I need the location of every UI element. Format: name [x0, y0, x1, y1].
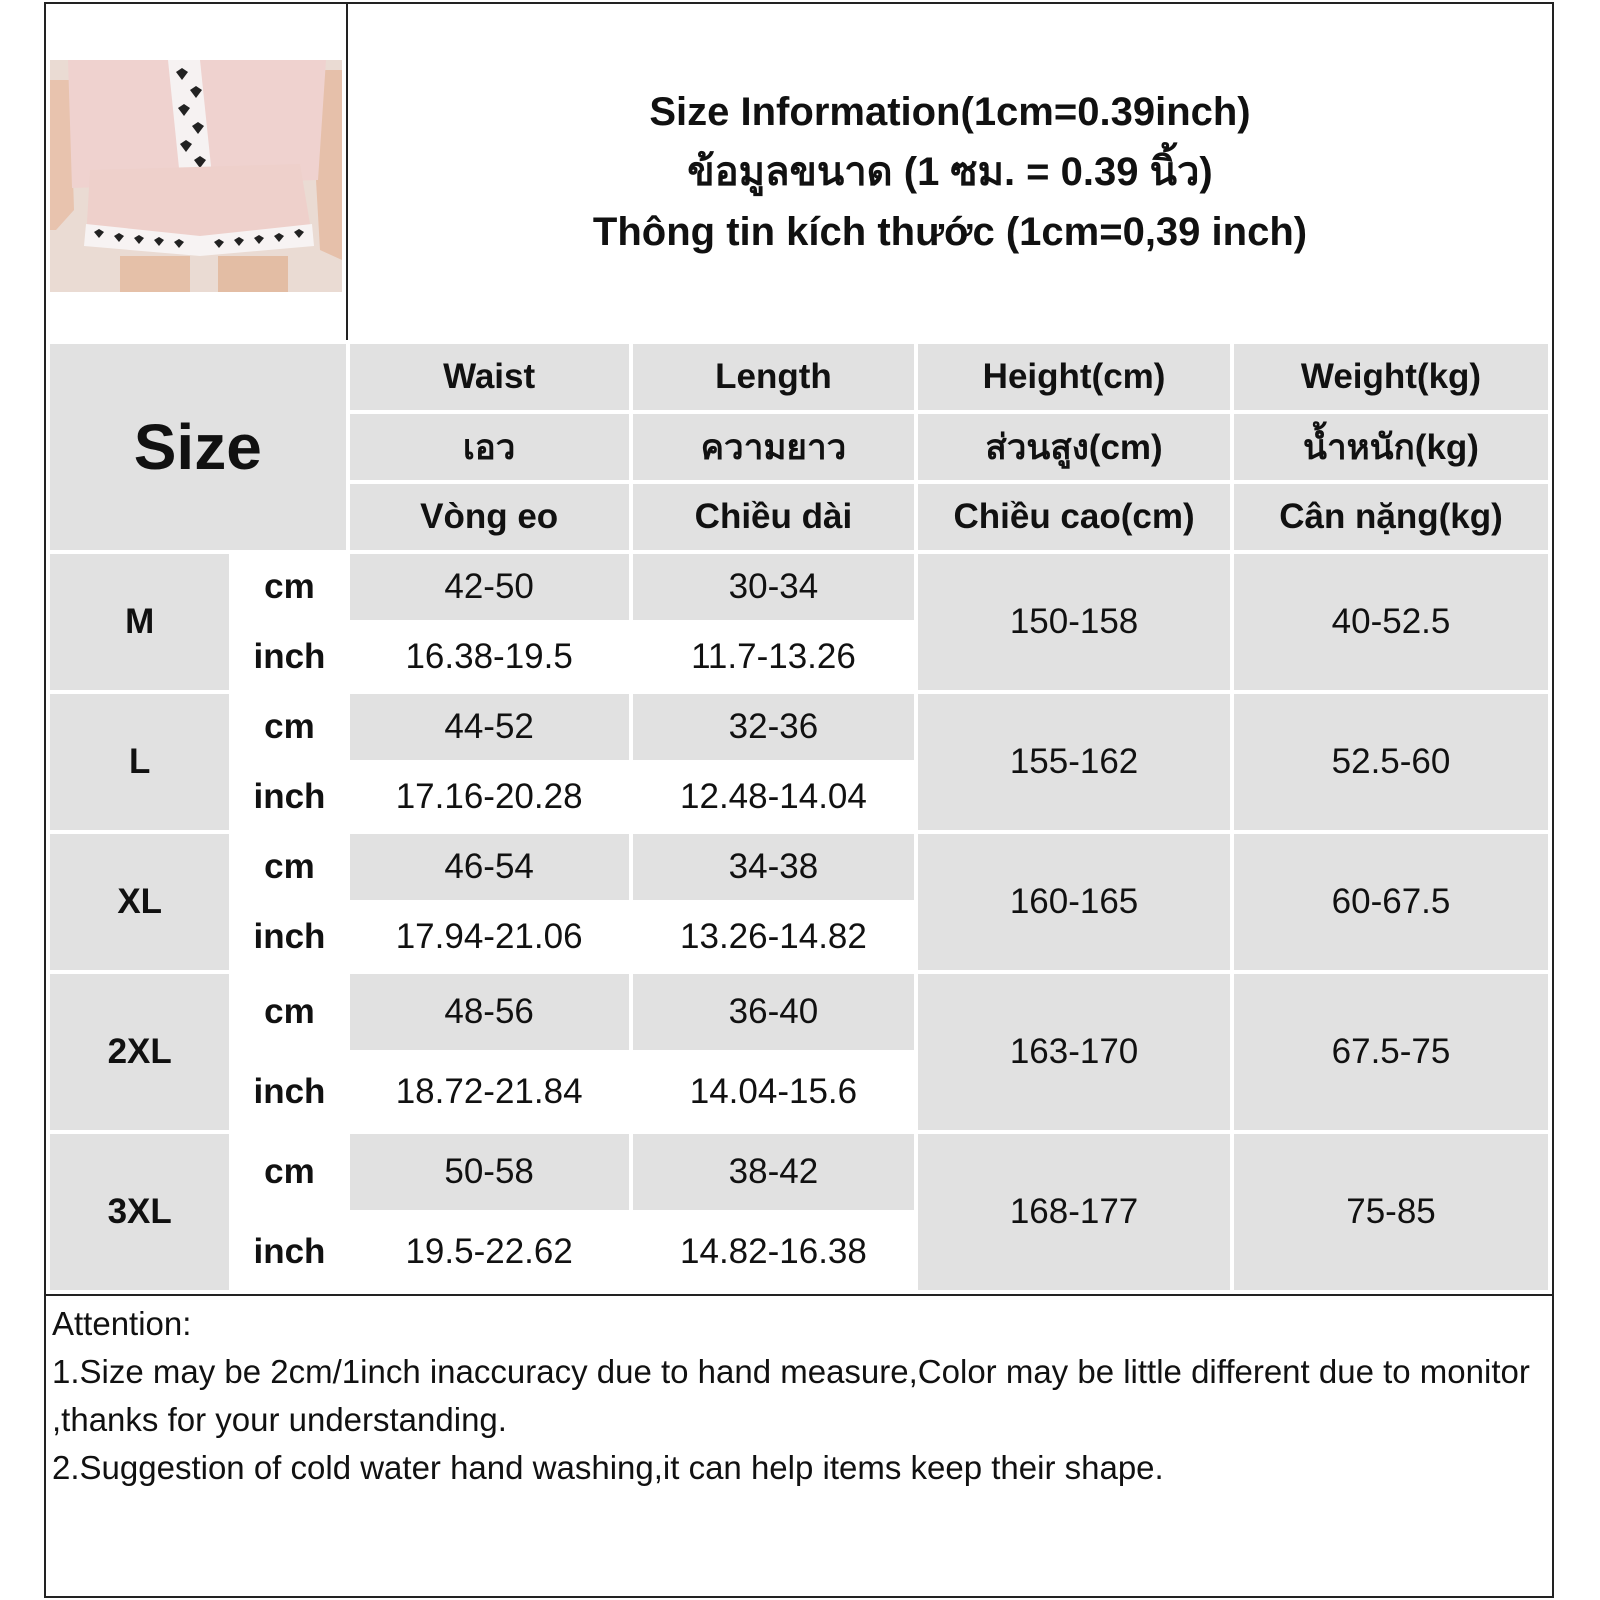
- title-english: Size Information(1cm=0.39inch): [649, 90, 1251, 134]
- height-cell: 155-162: [918, 694, 1230, 830]
- size-cell: L: [50, 694, 229, 830]
- unit-cm-cell: cm: [233, 694, 345, 760]
- length-cm-cell: 38-42: [633, 1134, 914, 1210]
- table-row: [50, 974, 1548, 1050]
- unit-inch-cell: inch: [233, 764, 345, 830]
- product-photo: [50, 60, 342, 292]
- col-header-weight-en: Weight(kg): [1234, 344, 1548, 410]
- header: [46, 4, 1552, 340]
- attention-notes: [46, 1294, 1552, 1596]
- size-cell: XL: [50, 834, 229, 970]
- table-row: [50, 554, 1548, 620]
- height-cell: 160-165: [918, 834, 1230, 970]
- notes-heading: Attention:: [52, 1305, 192, 1342]
- size-cell: M: [50, 554, 229, 690]
- title-thai: ข้อมูลขนาด (1 ซม. = 0.39 นิ้ว): [687, 150, 1213, 194]
- col-header-length-th: ความยาว: [633, 414, 914, 480]
- size-chart-sheet: [44, 2, 1554, 1598]
- size-table: [46, 340, 1552, 1294]
- header-row-en: [50, 344, 1548, 410]
- waist-cm-cell: 46-54: [350, 834, 629, 900]
- size-cell: 2XL: [50, 974, 229, 1130]
- unit-cm-cell: cm: [233, 834, 345, 900]
- col-header-length-en: Length: [633, 344, 914, 410]
- waist-cm-cell: 50-58: [350, 1134, 629, 1210]
- waist-inch-cell: 17.16-20.28: [350, 764, 629, 830]
- unit-cm-cell: cm: [233, 1134, 345, 1210]
- col-header-waist-vi: Vòng eo: [350, 484, 629, 550]
- table-row: [50, 834, 1548, 900]
- product-photo-illustration: [50, 60, 342, 292]
- unit-inch-cell: inch: [233, 624, 345, 690]
- col-header-waist-th: เอว: [350, 414, 629, 480]
- table-row: [50, 1134, 1548, 1210]
- height-cell: 163-170: [918, 974, 1230, 1130]
- waist-cm-cell: 44-52: [350, 694, 629, 760]
- unit-cm-cell: cm: [233, 974, 345, 1050]
- length-cm-cell: 32-36: [633, 694, 914, 760]
- product-photo-cell: [46, 4, 348, 340]
- col-header-length-vi: Chiều dài: [633, 484, 914, 550]
- waist-inch-cell: 19.5-22.62: [350, 1214, 629, 1290]
- unit-inch-cell: inch: [233, 1054, 345, 1130]
- waist-inch-cell: 16.38-19.5: [350, 624, 629, 690]
- title-vietnamese: Thông tin kích thước (1cm=0,39 inch): [592, 210, 1308, 254]
- height-cell: 150-158: [918, 554, 1230, 690]
- table-row: [50, 694, 1548, 760]
- title-box: [348, 4, 1552, 340]
- waist-inch-cell: 17.94-21.06: [350, 904, 629, 970]
- length-inch-cell: 11.7-13.26: [633, 624, 914, 690]
- col-header-weight-th: น้ำหนัก(kg): [1234, 414, 1548, 480]
- col-header-height-en: Height(cm): [918, 344, 1230, 410]
- waist-inch-cell: 18.72-21.84: [350, 1054, 629, 1130]
- length-inch-cell: 14.04-15.6: [633, 1054, 914, 1130]
- weight-cell: 60-67.5: [1234, 834, 1548, 970]
- weight-cell: 40-52.5: [1234, 554, 1548, 690]
- height-cell: 168-177: [918, 1134, 1230, 1290]
- notes-line-1: 1.Size may be 2cm/1inch inaccuracy due to hand measure,Color may be little different due to monitor ,thanks for your understanding.: [52, 1353, 1530, 1438]
- length-inch-cell: 13.26-14.82: [633, 904, 914, 970]
- unit-inch-cell: inch: [233, 904, 345, 970]
- size-column-header: Size: [50, 344, 346, 550]
- notes-line-2: 2.Suggestion of cold water hand washing,it can help items keep their shape.: [52, 1449, 1164, 1486]
- length-cm-cell: 34-38: [633, 834, 914, 900]
- weight-cell: 75-85: [1234, 1134, 1548, 1290]
- col-header-height-th: ส่วนสูง(cm): [918, 414, 1230, 480]
- col-header-height-vi: Chiều cao(cm): [918, 484, 1230, 550]
- length-inch-cell: 12.48-14.04: [633, 764, 914, 830]
- length-inch-cell: 14.82-16.38: [633, 1214, 914, 1290]
- length-cm-cell: 30-34: [633, 554, 914, 620]
- length-cm-cell: 36-40: [633, 974, 914, 1050]
- waist-cm-cell: 48-56: [350, 974, 629, 1050]
- size-cell: 3XL: [50, 1134, 229, 1290]
- unit-cm-cell: cm: [233, 554, 345, 620]
- weight-cell: 67.5-75: [1234, 974, 1548, 1130]
- col-header-waist-en: Waist: [350, 344, 629, 410]
- unit-inch-cell: inch: [233, 1214, 345, 1290]
- col-header-weight-vi: Cân nặng(kg): [1234, 484, 1548, 550]
- weight-cell: 52.5-60: [1234, 694, 1548, 830]
- waist-cm-cell: 42-50: [350, 554, 629, 620]
